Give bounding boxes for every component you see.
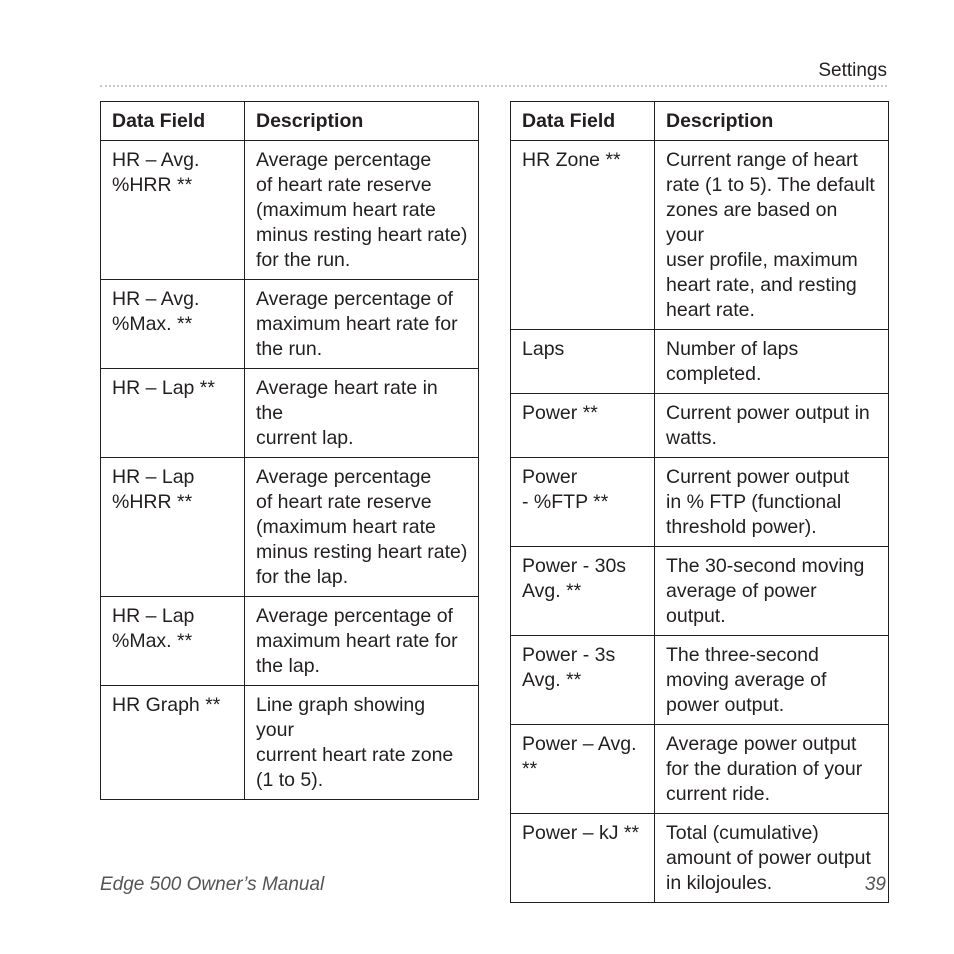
- data-field-cell: HR Graph **: [101, 686, 245, 800]
- table-row: [511, 636, 889, 725]
- table-row: [511, 814, 889, 903]
- data-field-cell: Power – Avg. **: [511, 725, 655, 814]
- table-row: [101, 280, 479, 369]
- table-row: [511, 547, 889, 636]
- description-cell: Average percentage of maximum heart rate for the run.: [245, 280, 479, 369]
- table-row: [101, 686, 479, 800]
- data-field-table-right: [510, 101, 889, 903]
- table-header-row: [101, 102, 479, 141]
- description-cell: Current power output in watts.: [655, 394, 889, 458]
- manual-title: Edge 500 Owner’s Manual: [100, 874, 325, 895]
- data-field-cell: HR – Lap %Max. **: [101, 597, 245, 686]
- table-row: [511, 458, 889, 547]
- description-cell: Total (cumulative) amount of power output in kilojoules.: [655, 814, 889, 903]
- data-field-cell: Power **: [511, 394, 655, 458]
- data-field-cell: Power - 3s Avg. **: [511, 636, 655, 725]
- description-cell: Number of laps completed.: [655, 330, 889, 394]
- description-cell: The 30-second moving average of power output.: [655, 547, 889, 636]
- column-header-description: Description: [655, 102, 889, 141]
- table-row: [101, 597, 479, 686]
- table-row: [511, 141, 889, 330]
- description-cell: Current range of heart rate (1 to 5). The default zones are based on your user profile, maximum heart rate, and resting heart rate.: [655, 141, 889, 330]
- table-row: [101, 141, 479, 280]
- page-number: 39: [864, 874, 886, 895]
- description-cell: Average power output for the duration of your current ride.: [655, 725, 889, 814]
- header-divider: [100, 85, 887, 87]
- data-field-table-left: [100, 101, 479, 800]
- table-row: [101, 369, 479, 458]
- data-field-cell: HR – Avg. %Max. **: [101, 280, 245, 369]
- description-cell: The three-second moving average of power output.: [655, 636, 889, 725]
- column-header-description: Description: [245, 102, 479, 141]
- data-field-cell: Power – kJ **: [511, 814, 655, 903]
- data-field-cell: HR – Lap %HRR **: [101, 458, 245, 597]
- table-row: [511, 394, 889, 458]
- description-cell: Average percentage of heart rate reserve (maximum heart rate minus resting heart rate) for the lap.: [245, 458, 479, 597]
- table-row: [511, 330, 889, 394]
- table-row: [101, 458, 479, 597]
- description-cell: Average percentage of heart rate reserve (maximum heart rate minus resting heart rate) for the run.: [245, 141, 479, 280]
- data-field-cell: Power - %FTP **: [511, 458, 655, 547]
- data-field-cell: Laps: [511, 330, 655, 394]
- data-field-cell: HR – Avg. %HRR **: [101, 141, 245, 280]
- column-header-data-field: Data Field: [511, 102, 655, 141]
- description-cell: Line graph showing your current heart rate zone (1 to 5).: [245, 686, 479, 800]
- table-row: [511, 725, 889, 814]
- section-header: Settings: [818, 60, 887, 81]
- description-cell: Current power output in % FTP (functional threshold power).: [655, 458, 889, 547]
- data-field-cell: HR Zone **: [511, 141, 655, 330]
- table-header-row: [511, 102, 889, 141]
- data-field-cell: HR – Lap **: [101, 369, 245, 458]
- data-field-cell: Power - 30s Avg. **: [511, 547, 655, 636]
- description-cell: Average heart rate in the current lap.: [245, 369, 479, 458]
- description-cell: Average percentage of maximum heart rate for the lap.: [245, 597, 479, 686]
- column-header-data-field: Data Field: [101, 102, 245, 141]
